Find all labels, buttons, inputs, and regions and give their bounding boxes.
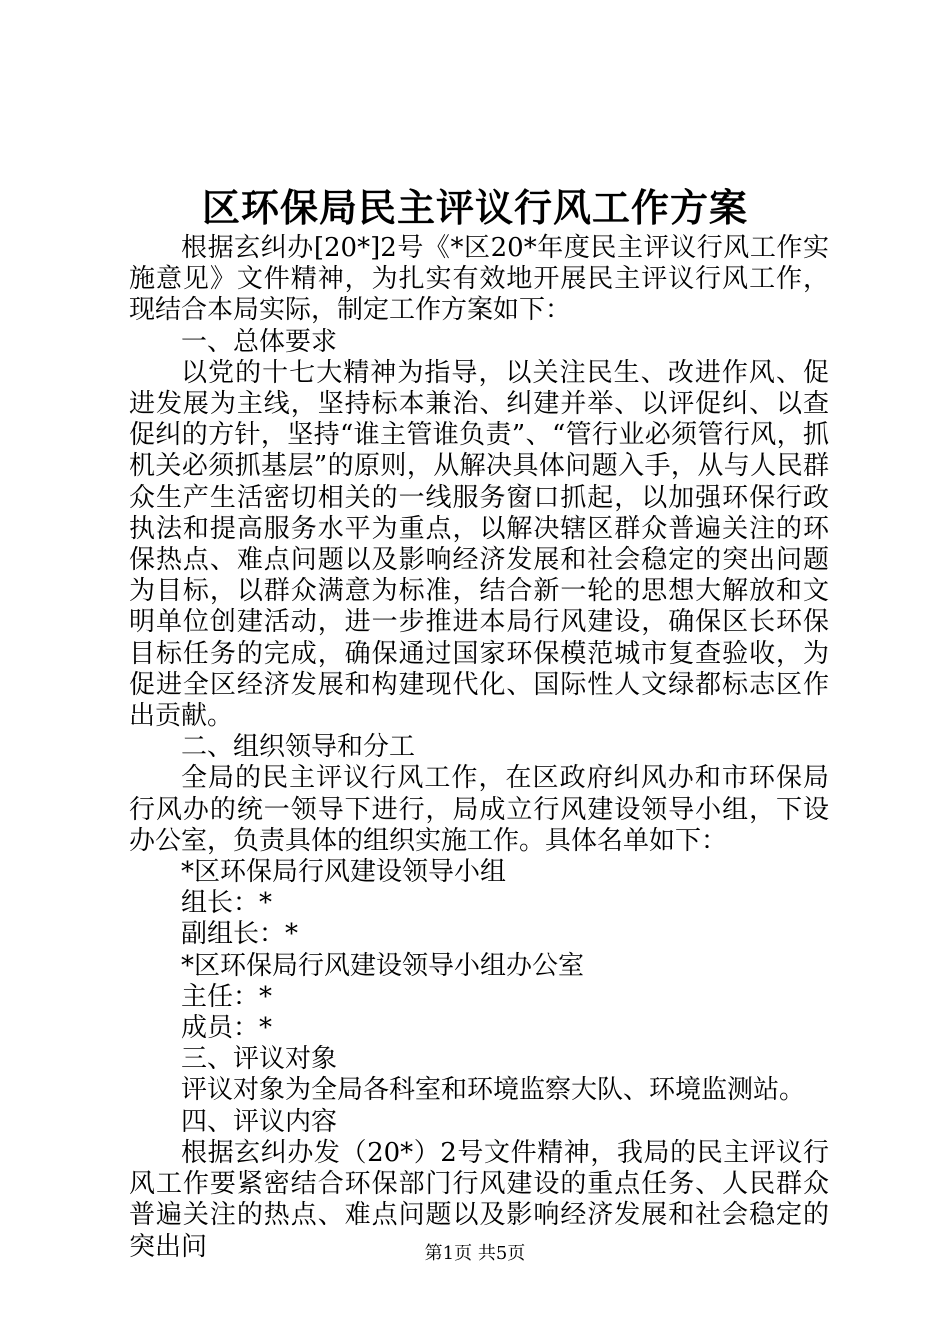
director-line: 主任：* [181, 981, 273, 1012]
document-title: 区环保局民主评议行风工作方案 [201, 185, 748, 230]
organization-paragraph: 全局的民主评议行风工作，在区政府纠风办和市环保局行风办的统一领导下进行，局成立行风建设领导小组，下设办公室，负责具体的组织实施工作。具体名单如下： [129, 763, 829, 856]
section-heading-evaluation-content: 四、评议内容 [181, 1106, 338, 1137]
leadership-group-name: *区环保局行风建设领导小组 [181, 857, 507, 888]
intro-paragraph: 根据玄纠办[20*]2号《*区20*年度民主评议行风工作实施意见》文件精神，为扎实有效地开展民主评议行风工作，现结合本局实际，制定工作方案如下： [129, 233, 829, 326]
evaluation-targets-paragraph: 评议对象为全局各科室和环境监察大队、环境监测站。 [181, 1075, 806, 1106]
section-heading-organization: 二、组织领导和分工 [181, 732, 416, 763]
section-heading-evaluation-targets: 三、评议对象 [181, 1044, 338, 1075]
document-body [129, 233, 829, 1263]
members-line: 成员：* [181, 1013, 273, 1044]
group-leader-line: 组长：* [181, 888, 273, 919]
deputy-leader-line: 副组长：* [181, 919, 299, 950]
section-heading-general-requirements: 一、总体要求 [181, 326, 338, 357]
page-footer: 第1页 共5页 [424, 1243, 526, 1264]
general-requirements-paragraph: 以党的十七大精神为指导，以关注民生、改进作风、促进发展为主线，坚持标本兼治、纠建并举、以评促纠、以查促纠的方针，坚持“谁主管谁负责”、“管行业必须管行风，抓机关必须抓基层”的原则，从解决具体问题入手，从与人民群众生产生活密切相关的一线服务窗口抓起，以加强环保行政执法和提高服务水平为重点，以解决辖区群众普遍关注的环保热点、难点问题以及影响经济发展和社会稳定的突出问题为目标，以群众满意为标准，结合新一轮的思想大解放和文明单位创建活动，进一步推进本局行风建设，确保区长环保目标任务的完成，确保通过国家环保模范城市复查验收，为促进全区经济发展和构建现代化、国际性人文绿都标志区作出贡献。 [129, 357, 829, 732]
evaluation-content-paragraph: 根据玄纠办发（20*）2号文件精神，我局的民主评议行风工作要紧密结合环保部门行风建设的重点任务、人民群众普遍关注的热点、难点问题以及影响经济发展和社会稳定的突出问 [129, 1137, 829, 1262]
office-name: *区环保局行风建设领导小组办公室 [181, 950, 585, 981]
